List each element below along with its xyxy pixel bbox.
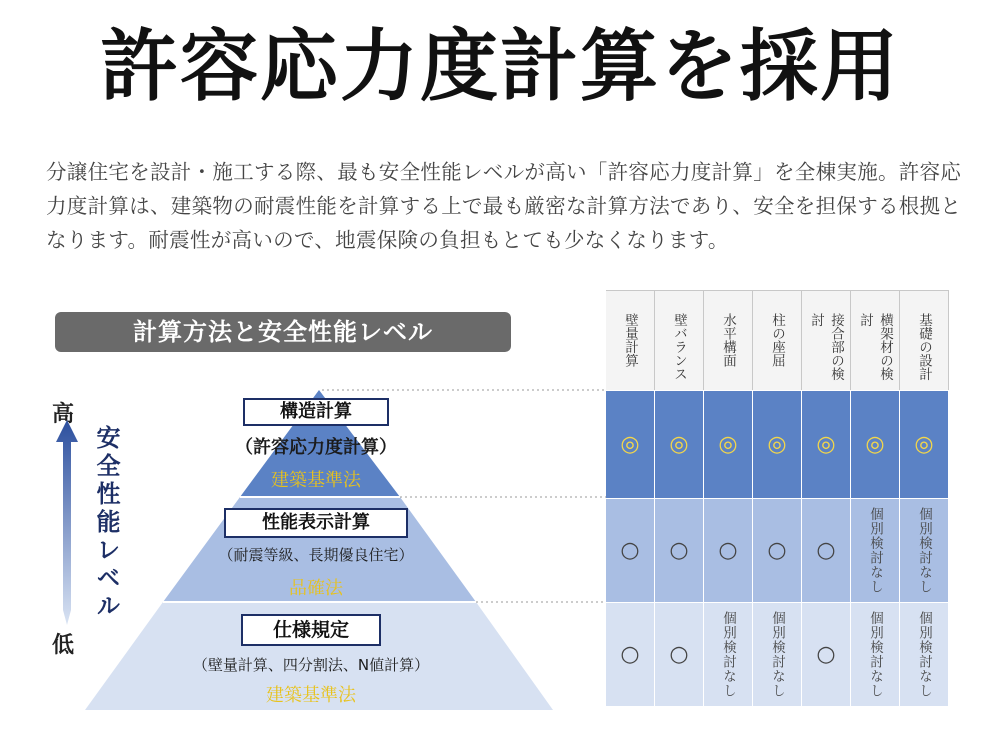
column-header: 柱の座屈 [753, 290, 802, 390]
circle-mark: ○ [620, 538, 640, 563]
tier-2-law: 品確法 [289, 578, 343, 599]
double-circle-mark: ◎ [669, 432, 689, 457]
column-header: 壁バランス [655, 290, 704, 390]
tier-3-sub: （壁量計算、四分割法、N値計算） [192, 656, 430, 674]
table-cell [851, 602, 900, 706]
column-header: 水平構面 [704, 290, 753, 390]
page-title: 許容応力度計算を採用 [99, 22, 900, 112]
circle-mark: ○ [669, 538, 689, 563]
table-column [704, 290, 753, 706]
tier-1-name: 構造計算 [243, 398, 389, 426]
double-circle-mark: ◎ [816, 432, 836, 457]
table-cell [753, 390, 802, 498]
table-cell [704, 498, 753, 602]
table-cell [900, 498, 949, 602]
table-cell [802, 390, 851, 498]
table-cell [851, 390, 900, 498]
no-individual-check-note: 個別検討なし [867, 611, 883, 698]
table-column [606, 290, 655, 706]
comparison-table [606, 290, 948, 706]
column-header: 横架材の検討 [851, 290, 900, 390]
table-cell [802, 498, 851, 602]
no-individual-check-note: 個別検討なし [916, 611, 932, 698]
table-cell [606, 498, 655, 602]
circle-mark: ○ [767, 538, 787, 563]
scale-high-label: 高 [52, 402, 75, 427]
double-circle-mark: ◎ [914, 432, 934, 457]
scale-low-label: 低 [52, 633, 75, 658]
circle-mark: ○ [620, 642, 640, 667]
circle-mark: ○ [718, 538, 738, 563]
double-circle-mark: ◎ [620, 432, 640, 457]
table-column [900, 290, 949, 706]
double-circle-mark: ◎ [718, 432, 738, 457]
column-header: 基礎の設計 [900, 290, 949, 390]
table-cell [900, 602, 949, 706]
tier-1-law: 建築基準法 [271, 470, 361, 491]
section-banner: 計算方法と安全性能レベル [55, 312, 511, 352]
table-column [802, 290, 851, 706]
column-header: 接合部の検討 [802, 290, 851, 390]
table-cell [851, 498, 900, 602]
table-column [753, 290, 802, 706]
table-cell [655, 498, 704, 602]
table-cell [704, 602, 753, 706]
table-cell [655, 602, 704, 706]
table-cell [704, 390, 753, 498]
no-individual-check-note: 個別検討なし [916, 507, 932, 594]
tier-2-sub: （耐震等級、長期優良住宅） [218, 546, 414, 564]
tier-3-law: 建築基準法 [266, 685, 356, 706]
circle-mark: ○ [669, 642, 689, 667]
no-individual-check-note: 個別検討なし [769, 611, 785, 698]
table-cell [655, 390, 704, 498]
tier-1-sub: （許容応力度計算） [235, 437, 397, 458]
double-circle-mark: ◎ [865, 432, 885, 457]
intro-paragraph: 分譲住宅を設計・施工する際、最も安全性能レベルが高い「許容応力度計算」を全棟実施。許容応力度計算は、建築物の耐震性能を計算する上で最も厳密な計算方法であり、安全を担保する根拠となります。耐震性が高いので、地震保険の負担もとても少なくなります。 [46, 160, 962, 252]
table-cell [802, 602, 851, 706]
table-column [655, 290, 704, 706]
table-cell [900, 390, 949, 498]
table-column [851, 290, 900, 706]
tier-2-name: 性能表示計算 [224, 508, 408, 538]
scale-vertical-label: 安全性能レベル [92, 425, 120, 621]
table-cell [753, 602, 802, 706]
tier-3-name: 仕様規定 [241, 614, 381, 646]
table-cell [753, 498, 802, 602]
table-cell [606, 390, 655, 498]
column-header: 壁量計算 [606, 290, 655, 390]
no-individual-check-note: 個別検討なし [720, 611, 736, 698]
table-cell [606, 602, 655, 706]
circle-mark: ○ [816, 642, 836, 667]
no-individual-check-note: 個別検討なし [867, 507, 883, 594]
double-circle-mark: ◎ [767, 432, 787, 457]
circle-mark: ○ [816, 538, 836, 563]
